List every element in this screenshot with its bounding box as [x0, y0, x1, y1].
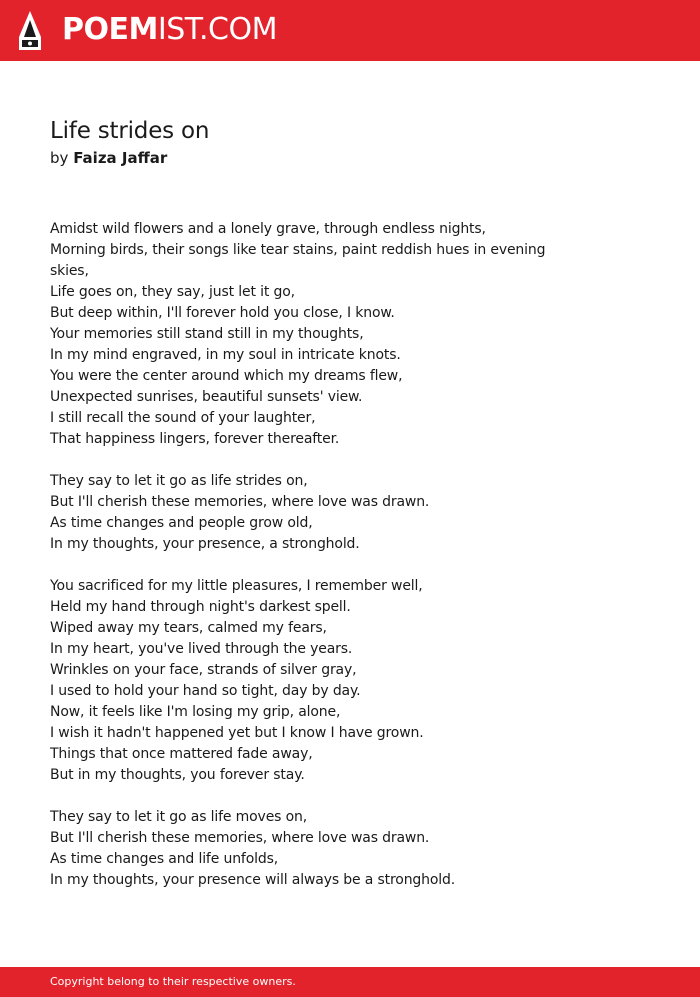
poem-line: Life goes on, they say, just let it go,: [50, 284, 295, 300]
logo-light-text: IST.COM: [157, 12, 277, 47]
poem-line: skies,: [50, 263, 89, 279]
poem-line: But I'll cherish these memories, where love was drawn.: [50, 494, 430, 510]
pen-nib-icon: [17, 10, 43, 52]
copyright-notice: Copyright belong to their respective owners.: [50, 975, 296, 988]
poem-line: Your memories still stand still in my thoughts,: [50, 326, 364, 342]
poem-line: Wrinkles on your face, strands of silver gray,: [50, 662, 357, 678]
poem-line: That happiness lingers, forever thereafter.: [50, 431, 340, 447]
byline: [50, 146, 650, 170]
poem-line: But I'll cherish these memories, where love was drawn.: [50, 830, 430, 846]
poem-line: In my thoughts, your presence will always be a stronghold.: [50, 872, 456, 888]
stanza: [50, 219, 570, 450]
logo-bold-text: POEM: [62, 12, 158, 47]
poem-line: Wiped away my tears, calmed my fears,: [50, 620, 327, 636]
poem-line: As time changes and people grow old,: [50, 515, 313, 531]
byline-prefix: by: [50, 149, 69, 167]
poem-line: I still recall the sound of your laughter,: [50, 410, 316, 426]
poem-line: I wish it hadn't happened yet but I know I have grown.: [50, 725, 424, 741]
poem-line: Morning birds, their songs like tear stains, paint reddish hues in evening: [50, 242, 546, 258]
site-footer: [0, 967, 700, 997]
poem-line: As time changes and life unfolds,: [50, 851, 279, 867]
poem-line: In my thoughts, your presence, a stronghold.: [50, 536, 360, 552]
stanza: [50, 576, 570, 786]
poem-header: [50, 116, 650, 170]
poem-body: [50, 219, 570, 912]
poem-title: Life strides on: [50, 118, 210, 144]
site-logo[interactable]: [62, 13, 277, 47]
poem-line: But in my thoughts, you forever stay.: [50, 767, 305, 783]
poem-line: In my heart, you've lived through the years.: [50, 641, 353, 657]
poem-line: Unexpected sunrises, beautiful sunsets' view.: [50, 389, 363, 405]
stanza: [50, 807, 570, 891]
poem-line: You sacrificed for my little pleasures, I remember well,: [50, 578, 423, 594]
poem-line: You were the center around which my dreams flew,: [50, 368, 403, 384]
poem-line: They say to let it go as life moves on,: [50, 809, 308, 825]
poem-line: They say to let it go as life strides on,: [50, 473, 308, 489]
author-name: Faiza Jaffar: [73, 149, 168, 167]
poem-line: Now, it feels like I'm losing my grip, alone,: [50, 704, 341, 720]
poem-line: Held my hand through night's darkest spell.: [50, 599, 351, 615]
poem-line: In my mind engraved, in my soul in intricate knots.: [50, 347, 401, 363]
site-header: [0, 0, 700, 61]
poem-line: Amidst wild flowers and a lonely grave, through endless nights,: [50, 221, 486, 237]
poem-line: But deep within, I'll forever hold you close, I know.: [50, 305, 395, 321]
stanza: [50, 471, 570, 555]
poem-line: Things that once mattered fade away,: [50, 746, 313, 762]
poem-line: I used to hold your hand so tight, day by day.: [50, 683, 361, 699]
